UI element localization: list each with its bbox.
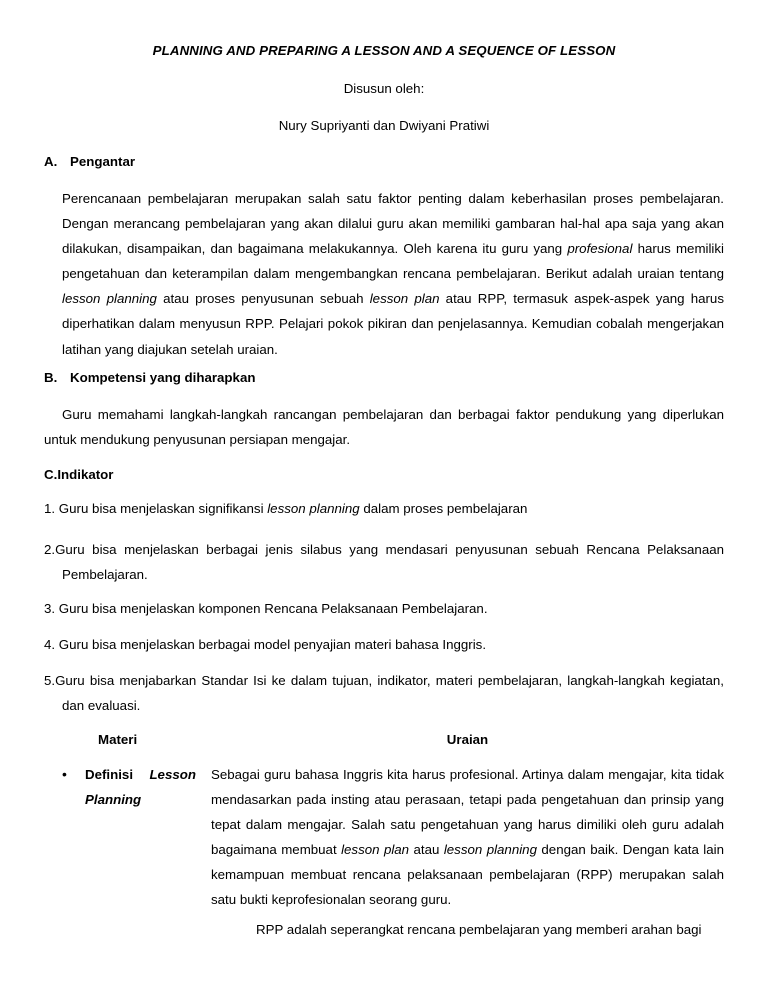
list-marker: 1.	[44, 501, 59, 516]
italic-lesson-plan: lesson plan	[369, 291, 440, 307]
list-text: Guru bisa menjabarkan Standar Isi ke dalam tujuan, indikator, materi pembelajaran, langkah-langkah kegiatan, dan evaluasi.	[55, 673, 724, 714]
table-cell-uraian	[211, 762, 724, 913]
section-letter-b: B.	[44, 370, 58, 385]
list-text: dalam proses pembelajaran	[359, 501, 528, 516]
italic-profesional: profesional	[567, 241, 633, 257]
section-title-b: Kompetensi yang diharapkan	[70, 370, 256, 385]
section-heading-c	[44, 467, 113, 482]
text-run: atau	[409, 842, 444, 858]
list-text: Guru bisa menjelaskan komponen Rencana Pelaksanaan Pembelajaran.	[58, 601, 488, 616]
list-text: Guru bisa menjelaskan berbagai jenis silabus yang mendasari penyusunan sebuah Rencana Pelaksanaan Pembelajaran.	[55, 542, 724, 583]
table-header-uraian: Uraian	[446, 732, 489, 747]
byline-authors: Nury Supriyanti dan Dwiyani Pratiwi	[278, 118, 490, 133]
document-title: PLANNING AND PREPARING A LESSON AND A SEQUENCE OF LESSON	[152, 43, 616, 58]
section-heading-b	[44, 370, 255, 385]
paragraph-kompetensi: Guru memahami langkah-langkah rancangan pembelajaran dan berbagai faktor pendukung yang diperlukan untuk mendukung penyusunan persiapan mengajar.	[44, 407, 724, 448]
list-text: Guru bisa menjelaskan signifikansi	[58, 501, 268, 516]
list-text: Guru bisa menjelaskan berbagai model penyajian materi bahasa Inggris.	[58, 637, 487, 652]
italic-lesson-planning: lesson planning	[267, 501, 360, 516]
section-title-c: Indikator	[57, 467, 114, 482]
list-item	[44, 632, 724, 657]
table-cell-materi	[62, 762, 196, 812]
list-marker: 3.	[44, 601, 59, 616]
table-header-materi: Materi	[98, 732, 138, 747]
section-heading-a	[44, 154, 135, 169]
list-item	[44, 668, 724, 718]
italic-lesson-planning: lesson planning	[443, 842, 537, 858]
list-item	[44, 596, 724, 621]
paragraph-pengantar	[62, 186, 724, 362]
byline-label: Disusun oleh:	[343, 81, 425, 96]
italic-lesson-planning: lesson planning	[62, 291, 157, 307]
section-title-a: Pengantar	[70, 154, 136, 169]
list-marker: 2.	[44, 542, 56, 557]
list-item	[44, 537, 724, 587]
table-cell-uraian-continued: RPP adalah seperangkat rencana pembelajaran yang memberi arahan bagi	[256, 922, 702, 937]
section-letter-c: C.	[44, 467, 58, 482]
materi-italic: Lesson Planning	[85, 767, 196, 808]
text-run: harus memiliki pengetahuan dan keterampilan dalam mengembangkan rencana pembelajaran. Berikut adalah uraian tentang	[62, 241, 724, 282]
list-item	[44, 496, 724, 521]
list-marker: 5.	[44, 673, 56, 688]
text-run: dengan baik. Dengan kata lain kemampuan membuat rencana pelaksanaan pembelajaran (RPP) merupakan salah satu bukti keprofesionalan seorang guru.	[211, 842, 724, 908]
materi-label: Definisi	[85, 767, 150, 782]
section-letter-a: A.	[44, 154, 58, 169]
text-run: Sebagai guru bahasa Inggris kita harus profesional. Artinya dalam mengajar, kita tidak mendasarkan pada insting atau perasaan, tetapi pada pengetahuan dan prinsip yang tepat dalam mengajar. Salah satu pengetahuan yang harus dimiliki oleh guru adalah bagaimana membuat	[211, 767, 724, 858]
text-run: atau RPP, termasuk aspek-aspek yang harus diperhatikan dalam menyusun RPP. Pelajari pokok pikiran dan penjelasannya. Kemudian cobalah mengerjakan latihan yang diajukan setelah uraian.	[62, 291, 724, 357]
bullet-icon: •	[62, 766, 67, 782]
italic-lesson-plan: lesson plan	[341, 842, 410, 858]
text-run: Perencanaan pembelajaran merupakan salah satu faktor penting dalam keberhasilan proses pembelajaran. Dengan merancang pembelajaran yang akan dilalui guru akan memiliki gambaran hal-hal apa saja yang akan dilakukan, disampaikan, dan bagaimana melakukannya. Oleh karena itu guru yang	[62, 191, 724, 257]
text-run: atau proses penyusunan sebuah	[156, 291, 370, 307]
list-marker: 4.	[44, 637, 59, 652]
